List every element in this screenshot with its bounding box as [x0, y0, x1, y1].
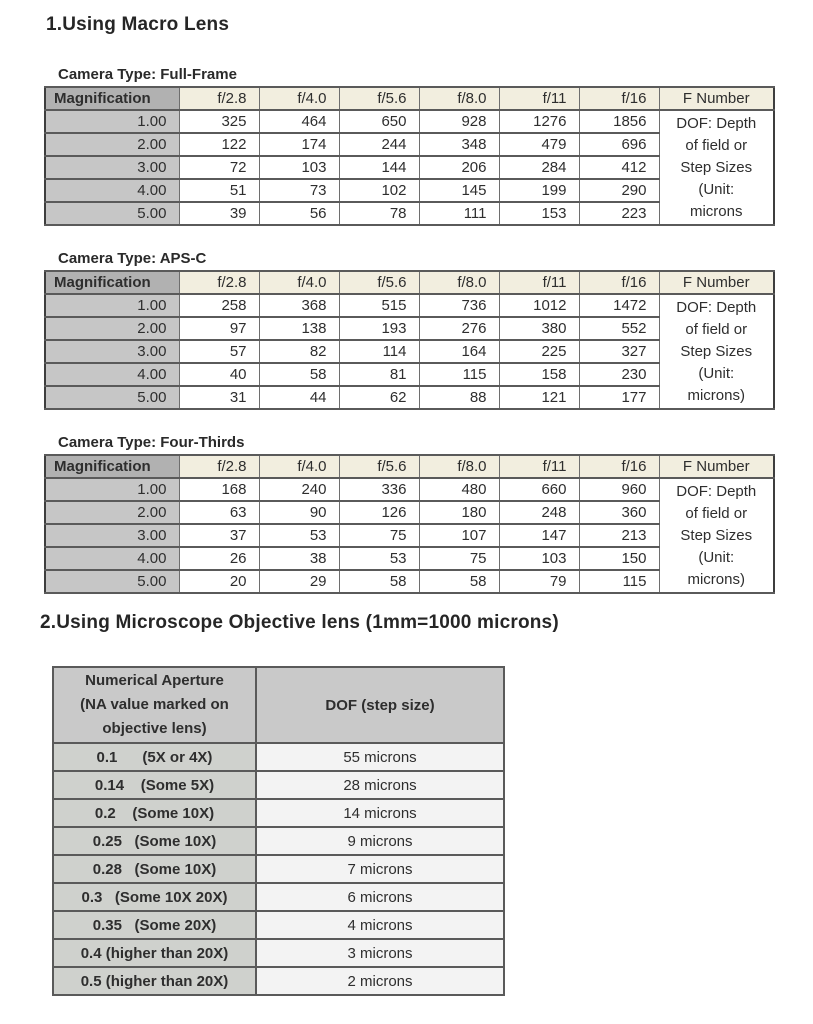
dof-value-cell: 102 [339, 179, 419, 202]
dof-note-line: of field or [685, 320, 748, 338]
magnification-cell: 2.00 [45, 133, 179, 156]
dof-value-cell: 412 [579, 156, 659, 179]
macro-section-title: 1.Using Macro Lens [46, 14, 230, 35]
magnification-cell: 2.00 [45, 317, 179, 340]
magnification-cell: 4.00 [45, 179, 179, 202]
aperture-column-header: f/11 [499, 455, 579, 478]
table-row [53, 827, 504, 855]
f-number-column-header: F Number [659, 455, 774, 478]
magnification-cell: 1.00 [45, 110, 179, 133]
aperture-column-header: f/4.0 [259, 87, 339, 110]
dof-value-cell: 1276 [499, 110, 579, 133]
aperture-column-header: f/4.0 [259, 455, 339, 478]
magnification-cell: 3.00 [45, 340, 179, 363]
dof-value-cell: 153 [499, 202, 579, 225]
dof-value-cell: 37 [179, 524, 259, 547]
dof-value-cell: 244 [339, 133, 419, 156]
dof-table-aps-c [44, 270, 775, 410]
dof-value-cell: 479 [499, 133, 579, 156]
table-row [53, 855, 504, 883]
dof-value-cell: 51 [179, 179, 259, 202]
dof-value-cell: 115 [419, 363, 499, 386]
table-row [53, 967, 504, 995]
magnification-cell: 3.00 [45, 156, 179, 179]
dof-value-cell: 147 [499, 524, 579, 547]
numerical-aperture-cell: 0.3 (Some 10X 20X) [53, 883, 256, 911]
dof-value-cell: 168 [179, 478, 259, 501]
dof-value-cell: 258 [179, 294, 259, 317]
dof-note-cell [659, 110, 774, 225]
aperture-column-header: f/2.8 [179, 455, 259, 478]
dof-value-cell: 225 [499, 340, 579, 363]
dof-note-line: Step Sizes [680, 158, 753, 176]
dof-value-cell: 97 [179, 317, 259, 340]
table-row [45, 110, 774, 133]
numerical-aperture-header [53, 667, 256, 743]
dof-note-line: (Unit: [698, 364, 735, 382]
dof-value-cell: 53 [339, 547, 419, 570]
dof-value-cell: 928 [419, 110, 499, 133]
magnification-cell: 5.00 [45, 202, 179, 225]
macro-table-block-aps-c [44, 250, 813, 410]
aperture-column-header: f/11 [499, 87, 579, 110]
dof-value-cell: 72 [179, 156, 259, 179]
dof-value-cell: 327 [579, 340, 659, 363]
dof-step-size-cell: 14 microns [256, 799, 504, 827]
dof-value-cell: 40 [179, 363, 259, 386]
header-row [45, 455, 774, 478]
dof-value-cell: 62 [339, 386, 419, 409]
table-row [53, 799, 504, 827]
dof-value-cell: 57 [179, 340, 259, 363]
numerical-aperture-cell: 0.14 (Some 5X) [53, 771, 256, 799]
magnification-cell: 5.00 [45, 570, 179, 593]
dof-value-cell: 206 [419, 156, 499, 179]
dof-value-cell: 380 [499, 317, 579, 340]
dof-value-cell: 114 [339, 340, 419, 363]
dof-note-line: microns) [687, 570, 745, 588]
dof-value-cell: 122 [179, 133, 259, 156]
dof-value-cell: 115 [579, 570, 659, 593]
dof-value-cell: 213 [579, 524, 659, 547]
dof-value-cell: 78 [339, 202, 419, 225]
dof-value-cell: 144 [339, 156, 419, 179]
dof-value-cell: 240 [259, 478, 339, 501]
dof-value-cell: 58 [259, 363, 339, 386]
dof-value-cell: 79 [499, 570, 579, 593]
dof-value-cell: 348 [419, 133, 499, 156]
aperture-column-header: f/8.0 [419, 271, 499, 294]
dof-value-cell: 63 [179, 501, 259, 524]
aperture-column-header: f/4.0 [259, 271, 339, 294]
aperture-column-header: f/11 [499, 271, 579, 294]
dof-value-cell: 174 [259, 133, 339, 156]
dof-value-cell: 248 [499, 501, 579, 524]
dof-step-size-cell: 7 microns [256, 855, 504, 883]
header-row [45, 87, 774, 110]
dof-value-cell: 464 [259, 110, 339, 133]
dof-value-cell: 177 [579, 386, 659, 409]
magnification-cell: 2.00 [45, 501, 179, 524]
aperture-column-header: f/5.6 [339, 87, 419, 110]
dof-step-size-header: DOF (step size) [256, 667, 504, 743]
dof-value-cell: 26 [179, 547, 259, 570]
dof-value-cell: 480 [419, 478, 499, 501]
dof-value-cell: 121 [499, 386, 579, 409]
numerical-aperture-cell: 0.35 (Some 20X) [53, 911, 256, 939]
macro-table-block-full-frame [44, 66, 813, 226]
dof-step-size-cell: 55 microns [256, 743, 504, 771]
aperture-column-header: f/8.0 [419, 87, 499, 110]
aperture-column-header: f/16 [579, 87, 659, 110]
header-row [53, 667, 504, 743]
dof-value-cell: 193 [339, 317, 419, 340]
dof-step-size-cell: 3 microns [256, 939, 504, 967]
dof-note-cell [659, 478, 774, 593]
dof-note-line: Step Sizes [680, 526, 753, 544]
dof-value-cell: 39 [179, 202, 259, 225]
dof-value-cell: 1012 [499, 294, 579, 317]
dof-step-size-cell: 6 microns [256, 883, 504, 911]
dof-note-line: DOF: Depth [676, 482, 757, 500]
dof-value-cell: 111 [419, 202, 499, 225]
dof-value-cell: 44 [259, 386, 339, 409]
numerical-aperture-cell: 0.5 (higher than 20X) [53, 967, 256, 995]
aperture-column-header: f/16 [579, 455, 659, 478]
table-row [45, 478, 774, 501]
dof-value-cell: 1856 [579, 110, 659, 133]
header-row [45, 271, 774, 294]
aperture-column-header: f/5.6 [339, 271, 419, 294]
dof-value-cell: 126 [339, 501, 419, 524]
aperture-column-header: f/16 [579, 271, 659, 294]
dof-value-cell: 81 [339, 363, 419, 386]
magnification-column-header: Magnification [45, 271, 179, 294]
dof-table-full-frame [44, 86, 775, 226]
magnification-cell: 1.00 [45, 478, 179, 501]
dof-value-cell: 150 [579, 547, 659, 570]
dof-value-cell: 56 [259, 202, 339, 225]
dof-step-size-cell: 28 microns [256, 771, 504, 799]
aperture-column-header: f/8.0 [419, 455, 499, 478]
dof-value-cell: 325 [179, 110, 259, 133]
dof-note-line: DOF: Depth [676, 298, 757, 316]
dof-value-cell: 29 [259, 570, 339, 593]
f-number-column-header: F Number [659, 271, 774, 294]
dof-value-cell: 75 [339, 524, 419, 547]
dof-step-size-cell: 2 microns [256, 967, 504, 995]
numerical-aperture-cell: 0.28 (Some 10X) [53, 855, 256, 883]
dof-value-cell: 20 [179, 570, 259, 593]
dof-value-cell: 1472 [579, 294, 659, 317]
dof-value-cell: 90 [259, 501, 339, 524]
dof-value-cell: 138 [259, 317, 339, 340]
dof-value-cell: 360 [579, 501, 659, 524]
dof-value-cell: 696 [579, 133, 659, 156]
dof-table-four-thirds [44, 454, 775, 594]
dof-value-cell: 103 [259, 156, 339, 179]
na-header-line: objective lens) [102, 720, 207, 737]
aperture-column-header: f/5.6 [339, 455, 419, 478]
numerical-aperture-cell: 0.25 (Some 10X) [53, 827, 256, 855]
dof-value-cell: 31 [179, 386, 259, 409]
dof-value-cell: 73 [259, 179, 339, 202]
dof-note-line: DOF: Depth [676, 114, 757, 132]
microscope-section-title: 2.Using Microscope Objective lens (1mm=1000 microns) [40, 612, 559, 633]
dof-value-cell: 38 [259, 547, 339, 570]
numerical-aperture-cell: 0.4 (higher than 20X) [53, 939, 256, 967]
dof-value-cell: 960 [579, 478, 659, 501]
dof-step-size-cell: 4 microns [256, 911, 504, 939]
magnification-cell: 5.00 [45, 386, 179, 409]
dof-value-cell: 103 [499, 547, 579, 570]
aperture-column-header: f/2.8 [179, 271, 259, 294]
dof-note-line: microns) [687, 386, 745, 404]
table-row [45, 294, 774, 317]
dof-value-cell: 164 [419, 340, 499, 363]
dof-value-cell: 180 [419, 501, 499, 524]
na-header-line: (NA value marked on [80, 696, 229, 713]
dof-value-cell: 552 [579, 317, 659, 340]
dof-value-cell: 53 [259, 524, 339, 547]
dof-note-cell [659, 294, 774, 409]
aperture-column-header: f/2.8 [179, 87, 259, 110]
camera-type-caption-full-frame: Camera Type: Full-Frame [58, 66, 237, 83]
dof-note-line: of field or [685, 504, 748, 522]
macro-table-block-four-thirds [44, 434, 813, 594]
table-row [53, 771, 504, 799]
table-row [53, 883, 504, 911]
dof-value-cell: 336 [339, 478, 419, 501]
dof-value-cell: 58 [339, 570, 419, 593]
dof-note-line: of field or [685, 136, 748, 154]
dof-value-cell: 284 [499, 156, 579, 179]
dof-note-line: (Unit: [698, 180, 735, 198]
dof-value-cell: 199 [499, 179, 579, 202]
numerical-aperture-cell: 0.2 (Some 10X) [53, 799, 256, 827]
dof-note-line: microns [689, 202, 743, 220]
dof-step-size-cell: 9 microns [256, 827, 504, 855]
table-row [53, 939, 504, 967]
dof-note-line: (Unit: [698, 548, 735, 566]
dof-value-cell: 82 [259, 340, 339, 363]
dof-value-cell: 88 [419, 386, 499, 409]
dof-value-cell: 276 [419, 317, 499, 340]
numerical-aperture-cell: 0.1 (5X or 4X) [53, 743, 256, 771]
dof-value-cell: 223 [579, 202, 659, 225]
table-row [53, 743, 504, 771]
dof-value-cell: 58 [419, 570, 499, 593]
magnification-cell: 4.00 [45, 363, 179, 386]
dof-value-cell: 107 [419, 524, 499, 547]
magnification-column-header: Magnification [45, 87, 179, 110]
dof-value-cell: 75 [419, 547, 499, 570]
f-number-column-header: F Number [659, 87, 774, 110]
dof-value-cell: 660 [499, 478, 579, 501]
dof-value-cell: 290 [579, 179, 659, 202]
dof-value-cell: 736 [419, 294, 499, 317]
na-header-line: Numerical Aperture [85, 672, 224, 689]
magnification-cell: 1.00 [45, 294, 179, 317]
camera-type-caption-four-thirds: Camera Type: Four-Thirds [58, 434, 245, 451]
table-row [53, 911, 504, 939]
dof-value-cell: 515 [339, 294, 419, 317]
dof-value-cell: 230 [579, 363, 659, 386]
dof-value-cell: 158 [499, 363, 579, 386]
microscope-dof-table [52, 666, 505, 996]
dof-value-cell: 145 [419, 179, 499, 202]
dof-value-cell: 368 [259, 294, 339, 317]
magnification-column-header: Magnification [45, 455, 179, 478]
magnification-cell: 3.00 [45, 524, 179, 547]
dof-value-cell: 650 [339, 110, 419, 133]
magnification-cell: 4.00 [45, 547, 179, 570]
dof-note-line: Step Sizes [680, 342, 753, 360]
camera-type-caption-aps-c: Camera Type: APS-C [58, 250, 207, 267]
